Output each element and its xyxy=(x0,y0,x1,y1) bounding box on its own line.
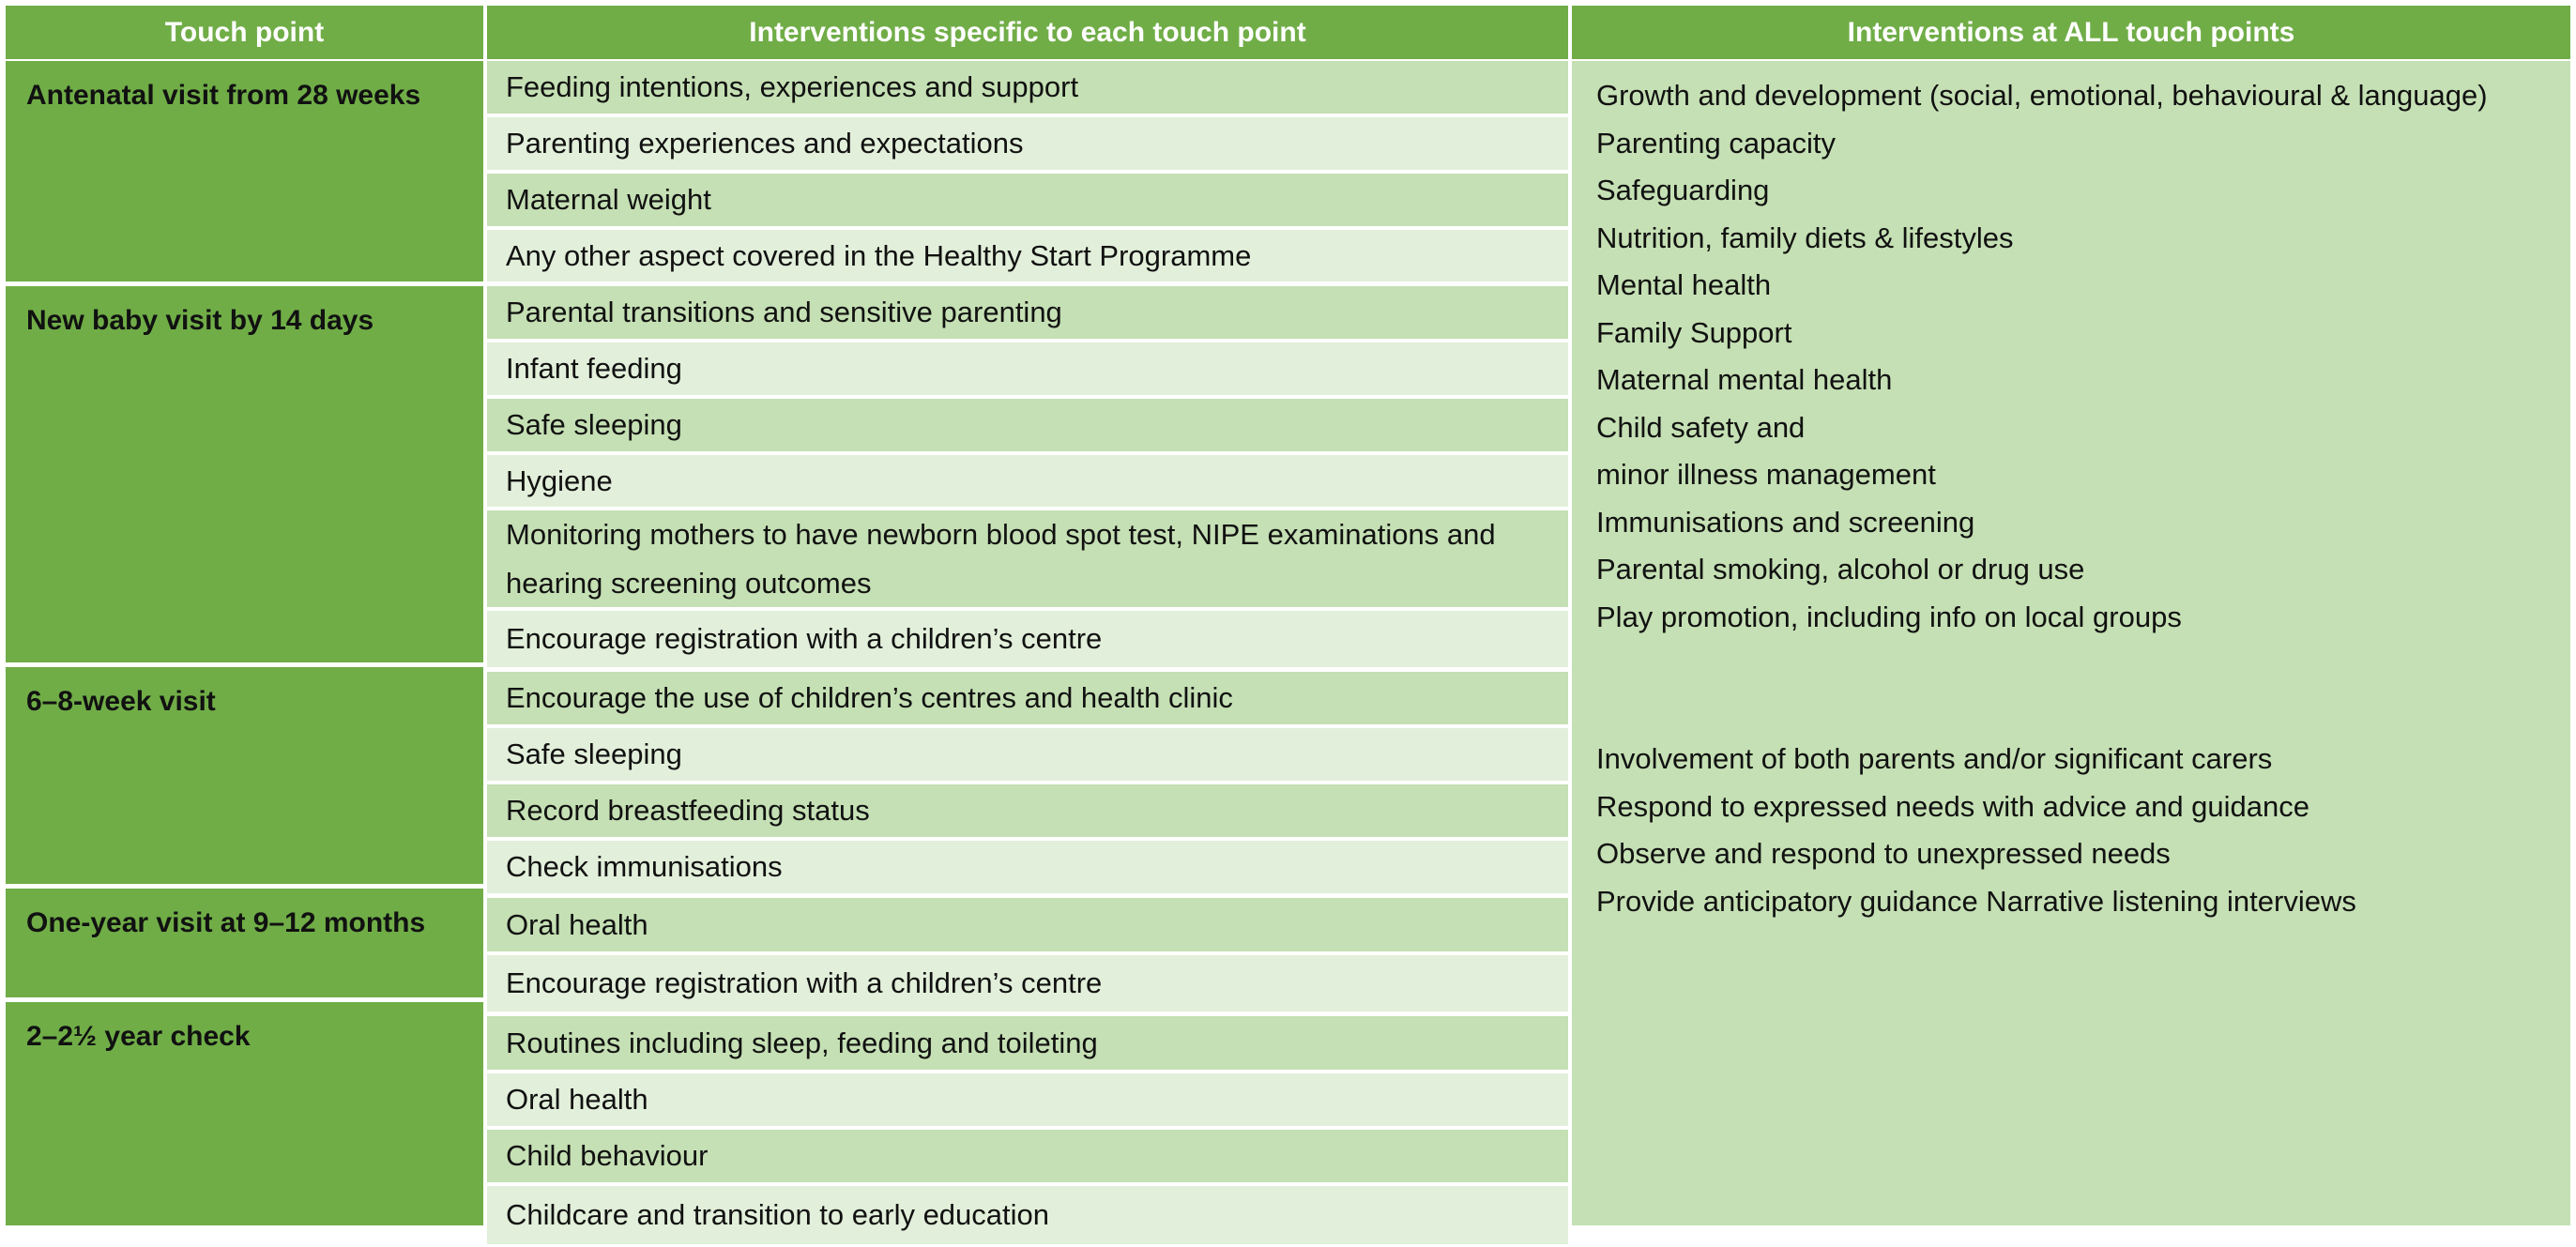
all-interventions-line: Respond to expressed needs with advice and guidance xyxy=(1596,789,2310,823)
spacer xyxy=(1596,641,2533,736)
all-interventions-line: Maternal mental health xyxy=(1596,363,1893,396)
intervention-item: Childcare and transition to early education xyxy=(483,1182,1568,1244)
intervention-item: Maternal weight xyxy=(483,170,1568,226)
intervention-item: Parenting experiences and expectations xyxy=(483,114,1568,170)
intervention-group xyxy=(483,281,1568,667)
intervention-item: Check immunisations xyxy=(483,837,1568,893)
intervention-item: Feeding intentions, experiences and support xyxy=(483,61,1568,114)
intervention-item: Child behaviour xyxy=(483,1126,1568,1182)
all-interventions-line: Growth and development (social, emotional, behavioural & language) xyxy=(1596,79,2488,112)
intervention-item: Encourage the use of children’s centres and health clinic xyxy=(483,672,1568,724)
all-interventions-line: Nutrition, family diets & lifestyles xyxy=(1596,221,2014,254)
touch-point-cell: 2–2½ year check xyxy=(6,997,483,1225)
intervention-item: Monitoring mothers to have newborn blood spot test, NIPE examinations and hearing screening outcomes xyxy=(483,507,1568,607)
intervention-item: Safe sleeping xyxy=(483,724,1568,781)
intervention-item: Encourage registration with a children’s centre xyxy=(483,951,1568,1011)
intervention-item: Parental transitions and sensitive parenting xyxy=(483,286,1568,339)
all-interventions-line: Family Support xyxy=(1596,315,1792,349)
intervention-item: Oral health xyxy=(483,1070,1568,1126)
intervention-item: Encourage registration with a children’s centre xyxy=(483,607,1568,667)
all-interventions-line: Provide anticipatory guidance Narrative listening interviews xyxy=(1596,884,2356,918)
all-interventions-line: Child safety and xyxy=(1596,410,1806,444)
all-interventions-line: minor illness management xyxy=(1596,458,1936,491)
all-interventions-line: Mental health xyxy=(1596,268,1772,301)
touch-point-column xyxy=(6,61,483,1225)
intervention-item: Infant feeding xyxy=(483,339,1568,395)
intervention-item: Hygiene xyxy=(483,451,1568,507)
all-interventions-line: Play promotion, including info on local groups xyxy=(1596,600,2182,633)
header-specific-interventions: Interventions specific to each touch point xyxy=(487,6,1568,59)
intervention-item: Routines including sleep, feeding and toileting xyxy=(483,1016,1568,1070)
intervention-group xyxy=(483,667,1568,893)
intervention-item: Oral health xyxy=(483,898,1568,951)
all-interventions-column xyxy=(1568,61,2570,1225)
intervention-group xyxy=(483,61,1568,281)
header-touch-point: Touch point xyxy=(6,6,483,59)
all-interventions-line: Parenting capacity xyxy=(1596,126,1837,160)
all-interventions-line: Observe and respond to unexpressed needs xyxy=(1596,837,2171,870)
intervention-group xyxy=(483,893,1568,1011)
intervention-item: Record breastfeeding status xyxy=(483,781,1568,837)
touch-point-cell: One-year visit at 9–12 months xyxy=(6,884,483,997)
touch-point-cell: 6–8-week visit xyxy=(6,662,483,884)
touch-point-cell: New baby visit by 14 days xyxy=(6,281,483,662)
header-all-interventions: Interventions at ALL touch points xyxy=(1572,6,2570,59)
specific-interventions-column xyxy=(483,61,1568,1232)
intervention-item: Safe sleeping xyxy=(483,395,1568,451)
intervention-item: Any other aspect covered in the Healthy Start Programme xyxy=(483,226,1568,281)
all-interventions-line: Involvement of both parents and/or significant carers xyxy=(1596,742,2273,775)
intervention-group xyxy=(483,1011,1568,1244)
touch-point-cell: Antenatal visit from 28 weeks xyxy=(6,61,483,281)
all-interventions-line: Safeguarding xyxy=(1596,174,1770,206)
all-interventions-line: Parental smoking, alcohol or drug use xyxy=(1596,553,2085,585)
all-interventions-line: Immunisations and screening xyxy=(1596,505,1975,539)
